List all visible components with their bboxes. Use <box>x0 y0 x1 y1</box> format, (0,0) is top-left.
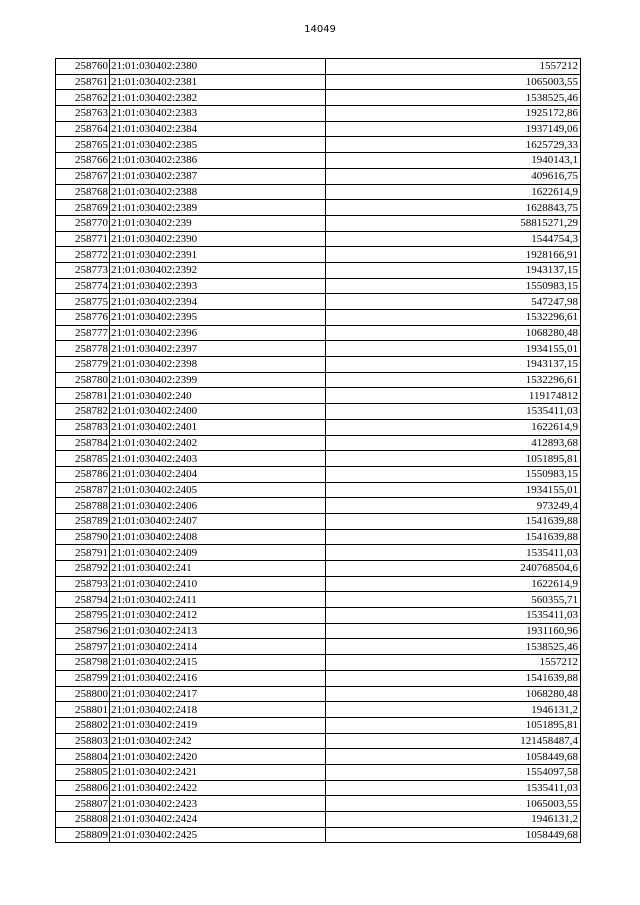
cadastral-value-cell: 1544754,3 <box>326 231 581 247</box>
cadastral-number-cell: 21:01:030402:2396 <box>110 325 326 341</box>
table-row <box>56 325 581 341</box>
table-row <box>56 717 581 733</box>
cadastral-value-cell: 1925172,86 <box>326 106 581 122</box>
cadastral-number-cell: 21:01:030402:241 <box>110 561 326 577</box>
row-number-cell: 258777 <box>56 325 110 341</box>
table-row <box>56 592 581 608</box>
cadastral-value-cell: 1622614,9 <box>326 419 581 435</box>
cadastral-value-cell: 240768504,6 <box>326 561 581 577</box>
row-number-cell: 258764 <box>56 121 110 137</box>
cadastral-value-cell: 1557212 <box>326 655 581 671</box>
row-number-cell: 258781 <box>56 388 110 404</box>
cadastral-number-cell: 21:01:030402:2411 <box>110 592 326 608</box>
cadastral-value-cell: 1541639,88 <box>326 670 581 686</box>
cadastral-number-cell: 21:01:030402:2407 <box>110 513 326 529</box>
row-number-cell: 258760 <box>56 59 110 75</box>
cadastral-number-cell: 21:01:030402:2421 <box>110 764 326 780</box>
row-number-cell: 258763 <box>56 106 110 122</box>
cadastral-number-cell: 21:01:030402:2423 <box>110 796 326 812</box>
cadastral-number-cell: 21:01:030402:2425 <box>110 827 326 843</box>
row-number-cell: 258806 <box>56 780 110 796</box>
row-number-cell: 258792 <box>56 561 110 577</box>
cadastral-number-cell: 21:01:030402:2395 <box>110 310 326 326</box>
cadastral-value-cell: 973249,4 <box>326 498 581 514</box>
row-number-cell: 258770 <box>56 215 110 231</box>
cadastral-value-cell: 121458487,4 <box>326 733 581 749</box>
cadastral-number-cell: 21:01:030402:2394 <box>110 294 326 310</box>
cadastral-number-cell: 21:01:030402:2418 <box>110 702 326 718</box>
table-row <box>56 686 581 702</box>
row-number-cell: 258793 <box>56 576 110 592</box>
cadastral-number-cell: 21:01:030402:2390 <box>110 231 326 247</box>
cadastral-value-cell: 1934155,01 <box>326 341 581 357</box>
page-number: 14049 <box>304 24 336 35</box>
table-row <box>56 561 581 577</box>
row-number-cell: 258786 <box>56 466 110 482</box>
cadastral-value-cell: 412893,68 <box>326 435 581 451</box>
table-row <box>56 357 581 373</box>
cadastral-number-cell: 21:01:030402:2397 <box>110 341 326 357</box>
cadastral-number-cell: 21:01:030402:2413 <box>110 623 326 639</box>
cadastral-value-cell: 1550983,15 <box>326 466 581 482</box>
table-row <box>56 215 581 231</box>
table-row <box>56 655 581 671</box>
cadastral-value-cell: 1535411,03 <box>326 545 581 561</box>
row-number-cell: 258776 <box>56 310 110 326</box>
row-number-cell: 258794 <box>56 592 110 608</box>
row-number-cell: 258804 <box>56 749 110 765</box>
cadastral-value-cell: 1535411,03 <box>326 404 581 420</box>
table-row <box>56 608 581 624</box>
table-row <box>56 168 581 184</box>
table-row <box>56 262 581 278</box>
cadastral-value-cell: 1541639,88 <box>326 513 581 529</box>
cadastral-number-cell: 21:01:030402:2415 <box>110 655 326 671</box>
table-row <box>56 372 581 388</box>
cadastral-value-cell: 1058449,68 <box>326 827 581 843</box>
cadastral-value-cell: 1622614,9 <box>326 184 581 200</box>
cadastral-number-cell: 21:01:030402:2422 <box>110 780 326 796</box>
row-number-cell: 258783 <box>56 419 110 435</box>
table-row <box>56 702 581 718</box>
cadastral-value-cell: 1943137,15 <box>326 262 581 278</box>
cadastral-number-cell: 21:01:030402:2414 <box>110 639 326 655</box>
row-number-cell: 258774 <box>56 278 110 294</box>
cadastral-value-cell: 1940143,1 <box>326 153 581 169</box>
cadastral-value-cell: 1625729,33 <box>326 137 581 153</box>
table-row <box>56 278 581 294</box>
table-row <box>56 59 581 75</box>
table-row <box>56 513 581 529</box>
row-number-cell: 258808 <box>56 812 110 828</box>
cadastral-number-cell: 21:01:030402:2388 <box>110 184 326 200</box>
row-number-cell: 258801 <box>56 702 110 718</box>
table-row <box>56 482 581 498</box>
table-row <box>56 796 581 812</box>
cadastral-number-cell: 21:01:030402:2389 <box>110 200 326 216</box>
row-number-cell: 258798 <box>56 655 110 671</box>
table-row <box>56 153 581 169</box>
cadastral-value-table <box>55 58 581 843</box>
cadastral-value-cell: 1532296,61 <box>326 310 581 326</box>
row-number-cell: 258787 <box>56 482 110 498</box>
row-number-cell: 258765 <box>56 137 110 153</box>
table-row <box>56 623 581 639</box>
cadastral-number-cell: 21:01:030402:2400 <box>110 404 326 420</box>
cadastral-value-cell: 1068280,48 <box>326 686 581 702</box>
cadastral-number-cell: 21:01:030402:2392 <box>110 262 326 278</box>
row-number-cell: 258769 <box>56 200 110 216</box>
cadastral-value-cell: 409616,75 <box>326 168 581 184</box>
cadastral-number-cell: 21:01:030402:240 <box>110 388 326 404</box>
cadastral-number-cell: 21:01:030402:2393 <box>110 278 326 294</box>
row-number-cell: 258761 <box>56 74 110 90</box>
table-row <box>56 749 581 765</box>
cadastral-value-cell: 1541639,88 <box>326 529 581 545</box>
cadastral-value-cell: 1068280,48 <box>326 325 581 341</box>
cadastral-value-cell: 1058449,68 <box>326 749 581 765</box>
cadastral-number-cell: 21:01:030402:2398 <box>110 357 326 373</box>
table-row <box>56 419 581 435</box>
cadastral-value-cell: 1931160,96 <box>326 623 581 639</box>
cadastral-value-cell: 1937149,06 <box>326 121 581 137</box>
cadastral-number-cell: 21:01:030402:2382 <box>110 90 326 106</box>
cadastral-number-cell: 21:01:030402:2412 <box>110 608 326 624</box>
row-number-cell: 258762 <box>56 90 110 106</box>
table-row <box>56 498 581 514</box>
cadastral-number-cell: 21:01:030402:2387 <box>110 168 326 184</box>
cadastral-value-cell: 1065003,55 <box>326 796 581 812</box>
cadastral-number-cell: 21:01:030402:2408 <box>110 529 326 545</box>
row-number-cell: 258768 <box>56 184 110 200</box>
cadastral-number-cell: 21:01:030402:2391 <box>110 247 326 263</box>
cadastral-number-cell: 21:01:030402:2406 <box>110 498 326 514</box>
cadastral-number-cell: 21:01:030402:2409 <box>110 545 326 561</box>
cadastral-value-cell: 1943137,15 <box>326 357 581 373</box>
row-number-cell: 258799 <box>56 670 110 686</box>
cadastral-number-cell: 21:01:030402:2380 <box>110 59 326 75</box>
cadastral-value-cell: 1934155,01 <box>326 482 581 498</box>
row-number-cell: 258782 <box>56 404 110 420</box>
table-row <box>56 106 581 122</box>
row-number-cell: 258797 <box>56 639 110 655</box>
cadastral-number-cell: 21:01:030402:2419 <box>110 717 326 733</box>
row-number-cell: 258778 <box>56 341 110 357</box>
row-number-cell: 258773 <box>56 262 110 278</box>
cadastral-value-cell: 1928166,91 <box>326 247 581 263</box>
cadastral-value-cell: 547247,98 <box>326 294 581 310</box>
table-row <box>56 388 581 404</box>
row-number-cell: 258809 <box>56 827 110 843</box>
table-row <box>56 812 581 828</box>
row-number-cell: 258807 <box>56 796 110 812</box>
table-row <box>56 466 581 482</box>
table-row <box>56 200 581 216</box>
table-row <box>56 435 581 451</box>
row-number-cell: 258771 <box>56 231 110 247</box>
row-number-cell: 258791 <box>56 545 110 561</box>
table-row <box>56 780 581 796</box>
cadastral-value-cell: 1538525,46 <box>326 90 581 106</box>
cadastral-value-cell: 1946131,2 <box>326 812 581 828</box>
cadastral-number-cell: 21:01:030402:2403 <box>110 451 326 467</box>
cadastral-value-cell: 1535411,03 <box>326 780 581 796</box>
row-number-cell: 258784 <box>56 435 110 451</box>
row-number-cell: 258772 <box>56 247 110 263</box>
cadastral-value-cell: 1946131,2 <box>326 702 581 718</box>
cadastral-number-cell: 21:01:030402:2402 <box>110 435 326 451</box>
cadastral-value-cell: 1554097,58 <box>326 764 581 780</box>
row-number-cell: 258802 <box>56 717 110 733</box>
table-row <box>56 247 581 263</box>
table-row <box>56 404 581 420</box>
cadastral-value-cell: 58815271,29 <box>326 215 581 231</box>
table-row <box>56 294 581 310</box>
table-row <box>56 341 581 357</box>
table-row <box>56 451 581 467</box>
table-row <box>56 639 581 655</box>
row-number-cell: 258803 <box>56 733 110 749</box>
table-row <box>56 733 581 749</box>
row-number-cell: 258795 <box>56 608 110 624</box>
table-row <box>56 121 581 137</box>
cadastral-number-cell: 21:01:030402:2381 <box>110 74 326 90</box>
cadastral-number-cell: 21:01:030402:2416 <box>110 670 326 686</box>
cadastral-value-cell: 1535411,03 <box>326 608 581 624</box>
row-number-cell: 258788 <box>56 498 110 514</box>
cadastral-number-cell: 21:01:030402:2384 <box>110 121 326 137</box>
cadastral-value-cell: 1538525,46 <box>326 639 581 655</box>
cadastral-number-cell: 21:01:030402:2420 <box>110 749 326 765</box>
cadastral-value-cell: 560355,71 <box>326 592 581 608</box>
table-row <box>56 90 581 106</box>
table-row <box>56 137 581 153</box>
table-row <box>56 576 581 592</box>
table-row <box>56 529 581 545</box>
row-number-cell: 258780 <box>56 372 110 388</box>
cadastral-value-cell: 1550983,15 <box>326 278 581 294</box>
cadastral-number-cell: 21:01:030402:2417 <box>110 686 326 702</box>
table-body <box>56 59 581 843</box>
row-number-cell: 258785 <box>56 451 110 467</box>
cadastral-number-cell: 21:01:030402:2385 <box>110 137 326 153</box>
cadastral-number-cell: 21:01:030402:242 <box>110 733 326 749</box>
table-row <box>56 231 581 247</box>
row-number-cell: 258796 <box>56 623 110 639</box>
cadastral-number-cell: 21:01:030402:2401 <box>110 419 326 435</box>
row-number-cell: 258800 <box>56 686 110 702</box>
cadastral-number-cell: 21:01:030402:239 <box>110 215 326 231</box>
row-number-cell: 258766 <box>56 153 110 169</box>
row-number-cell: 258767 <box>56 168 110 184</box>
cadastral-number-cell: 21:01:030402:2404 <box>110 466 326 482</box>
cadastral-value-cell: 1532296,61 <box>326 372 581 388</box>
row-number-cell: 258789 <box>56 513 110 529</box>
cadastral-value-cell: 1051895,81 <box>326 717 581 733</box>
cadastral-number-cell: 21:01:030402:2405 <box>110 482 326 498</box>
cadastral-value-cell: 1557212 <box>326 59 581 75</box>
row-number-cell: 258779 <box>56 357 110 373</box>
table-row <box>56 670 581 686</box>
row-number-cell: 258775 <box>56 294 110 310</box>
cadastral-number-cell: 21:01:030402:2386 <box>110 153 326 169</box>
cadastral-number-cell: 21:01:030402:2410 <box>110 576 326 592</box>
cadastral-value-cell: 1051895,81 <box>326 451 581 467</box>
row-number-cell: 258805 <box>56 764 110 780</box>
table-row <box>56 764 581 780</box>
cadastral-value-cell: 1622614,9 <box>326 576 581 592</box>
cadastral-number-cell: 21:01:030402:2399 <box>110 372 326 388</box>
cadastral-value-cell: 119174812 <box>326 388 581 404</box>
row-number-cell: 258790 <box>56 529 110 545</box>
cadastral-number-cell: 21:01:030402:2383 <box>110 106 326 122</box>
table-row <box>56 827 581 843</box>
cadastral-value-cell: 1628843,75 <box>326 200 581 216</box>
cadastral-number-cell: 21:01:030402:2424 <box>110 812 326 828</box>
table-row <box>56 545 581 561</box>
table-row <box>56 74 581 90</box>
cadastral-value-cell: 1065003,55 <box>326 74 581 90</box>
table-row <box>56 184 581 200</box>
table-row <box>56 310 581 326</box>
